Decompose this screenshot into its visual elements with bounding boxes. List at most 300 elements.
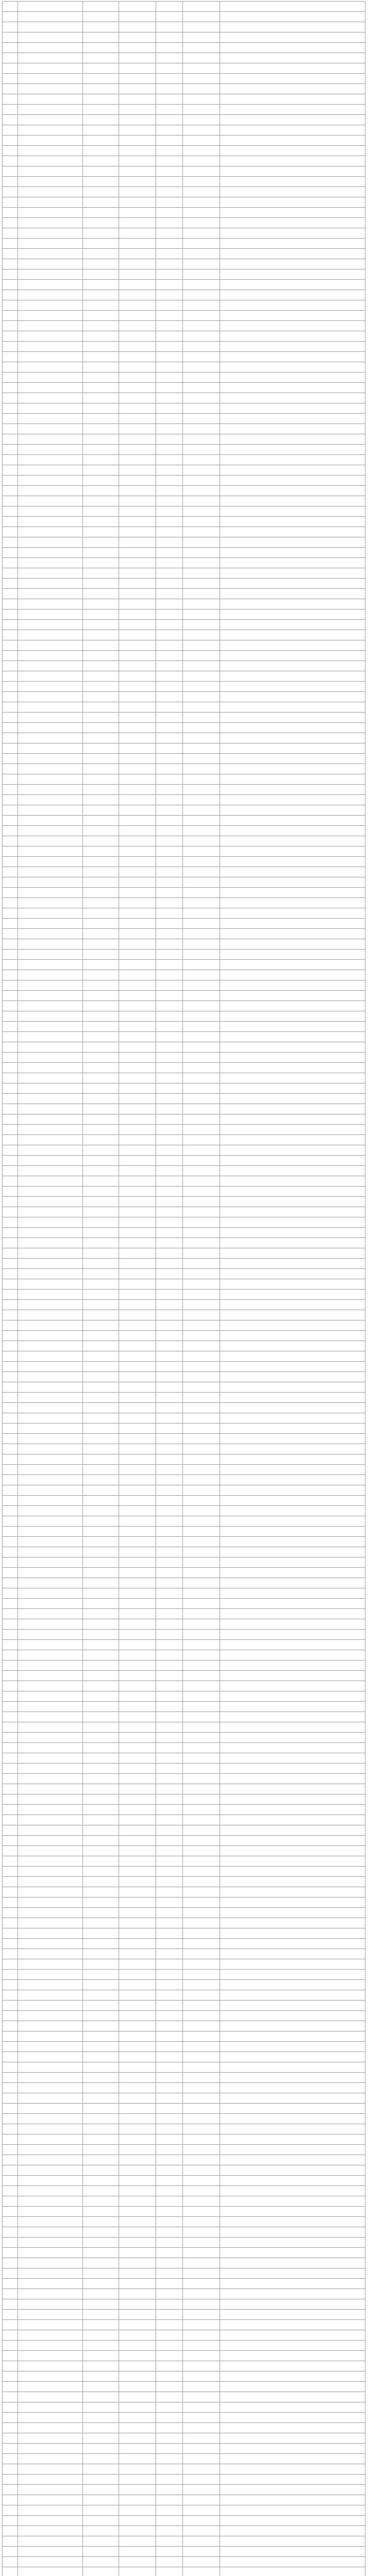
level-cell xyxy=(119,1485,156,1496)
table-row xyxy=(3,651,365,661)
certificate-cell xyxy=(220,1475,365,1485)
table-row xyxy=(3,465,365,476)
name-cell xyxy=(83,2485,119,2495)
code-cell xyxy=(156,1032,183,1042)
level-cell xyxy=(119,888,156,898)
department-cell xyxy=(18,816,83,826)
code-cell xyxy=(156,877,183,888)
department-cell xyxy=(18,2371,83,2382)
code-cell xyxy=(156,2258,183,2268)
code-cell xyxy=(156,434,183,445)
score-cell xyxy=(183,2485,220,2495)
certificate-cell xyxy=(220,2104,365,2114)
name-cell xyxy=(83,1877,119,1887)
table-row xyxy=(3,1187,365,1197)
table-row xyxy=(3,1125,365,1135)
name-cell xyxy=(83,1506,119,1516)
score-cell xyxy=(183,1867,220,1877)
table-row xyxy=(3,2227,365,2238)
table-row xyxy=(3,795,365,805)
certificate-cell xyxy=(220,269,365,280)
department-cell xyxy=(18,1516,83,1527)
name-cell xyxy=(83,1197,119,1207)
level-cell xyxy=(119,2196,156,2207)
table-row xyxy=(3,2145,365,2155)
table-row xyxy=(3,589,365,599)
name-cell xyxy=(83,2475,119,2485)
level-cell xyxy=(119,1063,156,1073)
code-cell xyxy=(156,733,183,743)
department-cell xyxy=(18,2341,83,2351)
name-cell xyxy=(83,1743,119,1753)
level-cell xyxy=(119,2134,156,2145)
table-row xyxy=(3,2454,365,2464)
code-cell xyxy=(156,1918,183,1928)
row-number-cell xyxy=(3,620,18,630)
department-cell xyxy=(18,661,83,671)
level-cell xyxy=(119,785,156,795)
table-row xyxy=(3,2196,365,2207)
code-cell xyxy=(156,991,183,1001)
level-cell xyxy=(119,1083,156,1094)
row-number-cell xyxy=(3,1372,18,1382)
certificate-cell xyxy=(220,465,365,476)
row-number-cell xyxy=(3,826,18,836)
score-cell xyxy=(183,1073,220,1083)
table-row xyxy=(3,2062,365,2073)
score-cell xyxy=(183,1588,220,1599)
score-cell xyxy=(183,1465,220,1475)
row-number-cell xyxy=(3,1815,18,1825)
code-cell xyxy=(156,1434,183,1444)
row-number-cell xyxy=(3,2505,18,2516)
score-cell xyxy=(183,1290,220,1300)
department-cell xyxy=(18,1599,83,1609)
code-cell xyxy=(156,1238,183,1248)
row-number-cell xyxy=(3,506,18,517)
name-cell xyxy=(83,362,119,372)
table-row xyxy=(3,1671,365,1681)
level-cell xyxy=(119,2062,156,2073)
certificate-cell xyxy=(220,1980,365,1990)
certificate-cell xyxy=(220,1217,365,1228)
certificate-cell xyxy=(220,1557,365,1568)
score-cell xyxy=(183,506,220,517)
score-cell xyxy=(183,2238,220,2248)
level-cell xyxy=(119,713,156,723)
name-cell xyxy=(83,1681,119,1691)
level-cell xyxy=(119,733,156,743)
department-cell xyxy=(18,1362,83,1372)
level-cell xyxy=(119,2402,156,2413)
code-cell xyxy=(156,1228,183,1238)
level-cell xyxy=(119,94,156,105)
certificate-cell xyxy=(220,1805,365,1815)
table-row xyxy=(3,960,365,970)
score-cell xyxy=(183,640,220,651)
level-cell xyxy=(119,1733,156,1743)
code-cell xyxy=(156,1125,183,1135)
code-cell xyxy=(156,785,183,795)
department-cell xyxy=(18,1259,83,1269)
code-cell xyxy=(156,599,183,609)
row-number-cell xyxy=(3,1465,18,1475)
certificate-cell xyxy=(220,1794,365,1805)
code-cell xyxy=(156,1063,183,1073)
level-cell xyxy=(119,1753,156,1764)
score-cell xyxy=(183,805,220,816)
certificate-cell xyxy=(220,558,365,568)
level-cell xyxy=(119,2207,156,2217)
department-cell xyxy=(18,2536,83,2547)
certificate-cell xyxy=(220,2155,365,2165)
table-row xyxy=(3,2279,365,2289)
level-cell xyxy=(119,2299,156,2310)
score-cell xyxy=(183,1599,220,1609)
row-number-cell xyxy=(3,63,18,74)
certificate-cell xyxy=(220,1083,365,1094)
department-cell xyxy=(18,1496,83,1506)
table-row xyxy=(3,692,365,702)
table-row xyxy=(3,2,365,12)
level-cell xyxy=(119,1145,156,1156)
department-cell xyxy=(18,1784,83,1794)
score-cell xyxy=(183,424,220,434)
name-cell xyxy=(83,568,119,579)
name-cell xyxy=(83,2124,119,2134)
code-cell xyxy=(156,960,183,970)
certificate-cell xyxy=(220,2238,365,2248)
name-cell xyxy=(83,1114,119,1125)
table-row xyxy=(3,2547,365,2557)
department-cell xyxy=(18,939,83,950)
code-cell xyxy=(156,1310,183,1320)
score-cell xyxy=(183,1774,220,1784)
name-cell xyxy=(83,1300,119,1310)
name-cell xyxy=(83,682,119,692)
row-number-cell xyxy=(3,1053,18,1063)
code-cell xyxy=(156,867,183,877)
table-row xyxy=(3,661,365,671)
certificate-cell xyxy=(220,2186,365,2196)
score-cell xyxy=(183,609,220,620)
department-cell xyxy=(18,877,83,888)
score-cell xyxy=(183,548,220,558)
department-cell xyxy=(18,290,83,300)
level-cell xyxy=(119,805,156,816)
score-cell xyxy=(183,1269,220,1279)
name-cell xyxy=(83,434,119,445)
table-row xyxy=(3,702,365,713)
row-number-cell xyxy=(3,1228,18,1238)
level-cell xyxy=(119,208,156,218)
department-cell xyxy=(18,1465,83,1475)
certificate-cell xyxy=(220,2,365,12)
level-cell xyxy=(119,517,156,527)
name-cell xyxy=(83,2042,119,2052)
table-row xyxy=(3,2423,365,2433)
score-cell xyxy=(183,1609,220,1619)
department-cell xyxy=(18,733,83,743)
row-number-cell xyxy=(3,1259,18,1269)
table-row xyxy=(3,1444,365,1454)
table-row xyxy=(3,1867,365,1877)
table-row xyxy=(3,1382,365,1393)
level-cell xyxy=(119,1928,156,1939)
code-cell xyxy=(156,1269,183,1279)
row-number-cell xyxy=(3,1918,18,1928)
table-row xyxy=(3,1290,365,1300)
level-cell xyxy=(119,22,156,32)
level-cell xyxy=(119,1156,156,1166)
certificate-cell xyxy=(220,2351,365,2361)
certificate-cell xyxy=(220,867,365,877)
department-cell xyxy=(18,1959,83,1970)
row-number-cell xyxy=(3,517,18,527)
certificate-cell xyxy=(220,2444,365,2454)
name-cell xyxy=(83,1846,119,1856)
certificate-cell xyxy=(220,84,365,94)
certificate-cell xyxy=(220,919,365,929)
code-cell xyxy=(156,1908,183,1918)
code-cell xyxy=(156,2341,183,2351)
certificate-cell xyxy=(220,1691,365,1702)
level-cell xyxy=(119,1918,156,1928)
table-row xyxy=(3,630,365,640)
certificate-cell xyxy=(220,105,365,115)
score-cell xyxy=(183,177,220,187)
department-cell xyxy=(18,2526,83,2536)
name-cell xyxy=(83,403,119,414)
name-cell xyxy=(83,63,119,74)
table-row xyxy=(3,2001,365,2011)
code-cell xyxy=(156,2567,183,2576)
code-cell xyxy=(156,269,183,280)
row-number-cell xyxy=(3,671,18,682)
name-cell xyxy=(83,620,119,630)
table-row xyxy=(3,445,365,455)
department-cell xyxy=(18,465,83,476)
level-cell xyxy=(119,620,156,630)
level-cell xyxy=(119,1702,156,1712)
name-cell xyxy=(83,1382,119,1393)
name-cell xyxy=(83,2238,119,2248)
certificate-cell xyxy=(220,2464,365,2475)
certificate-cell xyxy=(220,455,365,465)
table-row xyxy=(3,1362,365,1372)
level-cell xyxy=(119,2413,156,2423)
score-cell xyxy=(183,2258,220,2268)
row-number-cell xyxy=(3,1939,18,1949)
level-cell xyxy=(119,125,156,135)
row-number-cell xyxy=(3,269,18,280)
row-number-cell xyxy=(3,1176,18,1187)
certificate-cell xyxy=(220,1743,365,1753)
certificate-cell xyxy=(220,2073,365,2083)
table-row xyxy=(3,2310,365,2320)
table-row xyxy=(3,517,365,527)
code-cell xyxy=(156,816,183,826)
code-cell xyxy=(156,32,183,43)
row-number-cell xyxy=(3,43,18,53)
code-cell xyxy=(156,2062,183,2073)
department-cell xyxy=(18,249,83,259)
department-cell xyxy=(18,1403,83,1413)
certificate-cell xyxy=(220,74,365,84)
row-number-cell xyxy=(3,805,18,816)
department-cell xyxy=(18,1011,83,1022)
department-cell xyxy=(18,1733,83,1743)
code-cell xyxy=(156,795,183,805)
certificate-cell xyxy=(220,2454,365,2464)
level-cell xyxy=(119,2536,156,2547)
code-cell xyxy=(156,280,183,290)
name-cell xyxy=(83,1805,119,1815)
name-cell xyxy=(83,2392,119,2402)
score-cell xyxy=(183,857,220,867)
code-cell xyxy=(156,1506,183,1516)
certificate-cell xyxy=(220,1320,365,1331)
row-number-cell xyxy=(3,1063,18,1073)
level-cell xyxy=(119,1846,156,1856)
score-cell xyxy=(183,2495,220,2505)
name-cell xyxy=(83,2062,119,2073)
score-cell xyxy=(183,2001,220,2011)
score-cell xyxy=(183,1382,220,1393)
name-cell xyxy=(83,1073,119,1083)
certificate-cell xyxy=(220,1630,365,1640)
name-cell xyxy=(83,321,119,331)
score-cell xyxy=(183,362,220,372)
code-cell xyxy=(156,125,183,135)
code-cell xyxy=(156,12,183,22)
score-cell xyxy=(183,2227,220,2238)
table-row xyxy=(3,2186,365,2196)
row-number-cell xyxy=(3,2433,18,2444)
level-cell xyxy=(119,496,156,506)
level-cell xyxy=(119,1681,156,1691)
name-cell xyxy=(83,2165,119,2176)
score-cell xyxy=(183,218,220,228)
department-cell xyxy=(18,1444,83,1454)
level-cell xyxy=(119,1351,156,1362)
department-cell xyxy=(18,434,83,445)
name-cell xyxy=(83,2155,119,2165)
code-cell xyxy=(156,166,183,177)
row-number-cell xyxy=(3,1094,18,1104)
name-cell xyxy=(83,671,119,682)
row-number-cell xyxy=(3,1454,18,1465)
row-number-cell xyxy=(3,84,18,94)
row-number-cell xyxy=(3,1362,18,1372)
score-cell xyxy=(183,187,220,197)
table-row xyxy=(3,558,365,568)
table-row xyxy=(3,1228,365,1238)
row-number-cell xyxy=(3,785,18,795)
name-cell xyxy=(83,558,119,568)
code-cell xyxy=(156,661,183,671)
name-cell xyxy=(83,991,119,1001)
table-row xyxy=(3,1042,365,1053)
certificate-cell xyxy=(220,1259,365,1269)
code-cell xyxy=(156,2186,183,2196)
code-cell xyxy=(156,177,183,187)
certificate-cell xyxy=(220,2268,365,2279)
certificate-cell xyxy=(220,1722,365,1733)
score-cell xyxy=(183,1712,220,1722)
certificate-cell xyxy=(220,537,365,548)
department-cell xyxy=(18,403,83,414)
row-number-cell xyxy=(3,1712,18,1722)
certificate-cell xyxy=(220,393,365,403)
score-cell xyxy=(183,22,220,32)
department-cell xyxy=(18,1331,83,1341)
row-number-cell xyxy=(3,2444,18,2454)
name-cell xyxy=(83,1897,119,1908)
score-cell xyxy=(183,1485,220,1496)
table-row xyxy=(3,609,365,620)
score-cell xyxy=(183,2021,220,2031)
level-cell xyxy=(119,372,156,383)
row-number-cell xyxy=(3,1403,18,1413)
row-number-cell xyxy=(3,424,18,434)
score-cell xyxy=(183,1197,220,1207)
table-row xyxy=(3,476,365,486)
row-number-cell xyxy=(3,970,18,980)
name-cell xyxy=(83,1269,119,1279)
code-cell xyxy=(156,331,183,342)
table-row xyxy=(3,249,365,259)
level-cell xyxy=(119,2341,156,2351)
certificate-cell xyxy=(220,1403,365,1413)
name-cell xyxy=(83,2299,119,2310)
name-cell xyxy=(83,1125,119,1135)
name-cell xyxy=(83,311,119,321)
score-cell xyxy=(183,1423,220,1434)
table-row xyxy=(3,2361,365,2371)
certificate-cell xyxy=(220,1290,365,1300)
certificate-cell xyxy=(220,1939,365,1949)
name-cell xyxy=(83,218,119,228)
name-cell xyxy=(83,43,119,53)
name-cell xyxy=(83,2145,119,2155)
row-number-cell xyxy=(3,2320,18,2330)
level-cell xyxy=(119,764,156,774)
table-row xyxy=(3,1310,365,1320)
table-row xyxy=(3,599,365,609)
level-cell xyxy=(119,1217,156,1228)
code-cell xyxy=(156,898,183,908)
name-cell xyxy=(83,187,119,197)
department-cell xyxy=(18,609,83,620)
department-cell xyxy=(18,1867,83,1877)
code-cell xyxy=(156,1557,183,1568)
certificate-cell xyxy=(220,2423,365,2433)
name-cell xyxy=(83,733,119,743)
score-cell xyxy=(183,486,220,496)
certificate-cell xyxy=(220,2475,365,2485)
certificate-cell xyxy=(220,1753,365,1764)
table-row xyxy=(3,1135,365,1145)
name-cell xyxy=(83,465,119,476)
score-cell xyxy=(183,2279,220,2289)
level-cell xyxy=(119,1403,156,1413)
table-row xyxy=(3,2371,365,2382)
row-number-cell xyxy=(3,1022,18,1032)
certificate-cell xyxy=(220,2207,365,2217)
code-cell xyxy=(156,2093,183,2104)
score-cell xyxy=(183,2124,220,2134)
